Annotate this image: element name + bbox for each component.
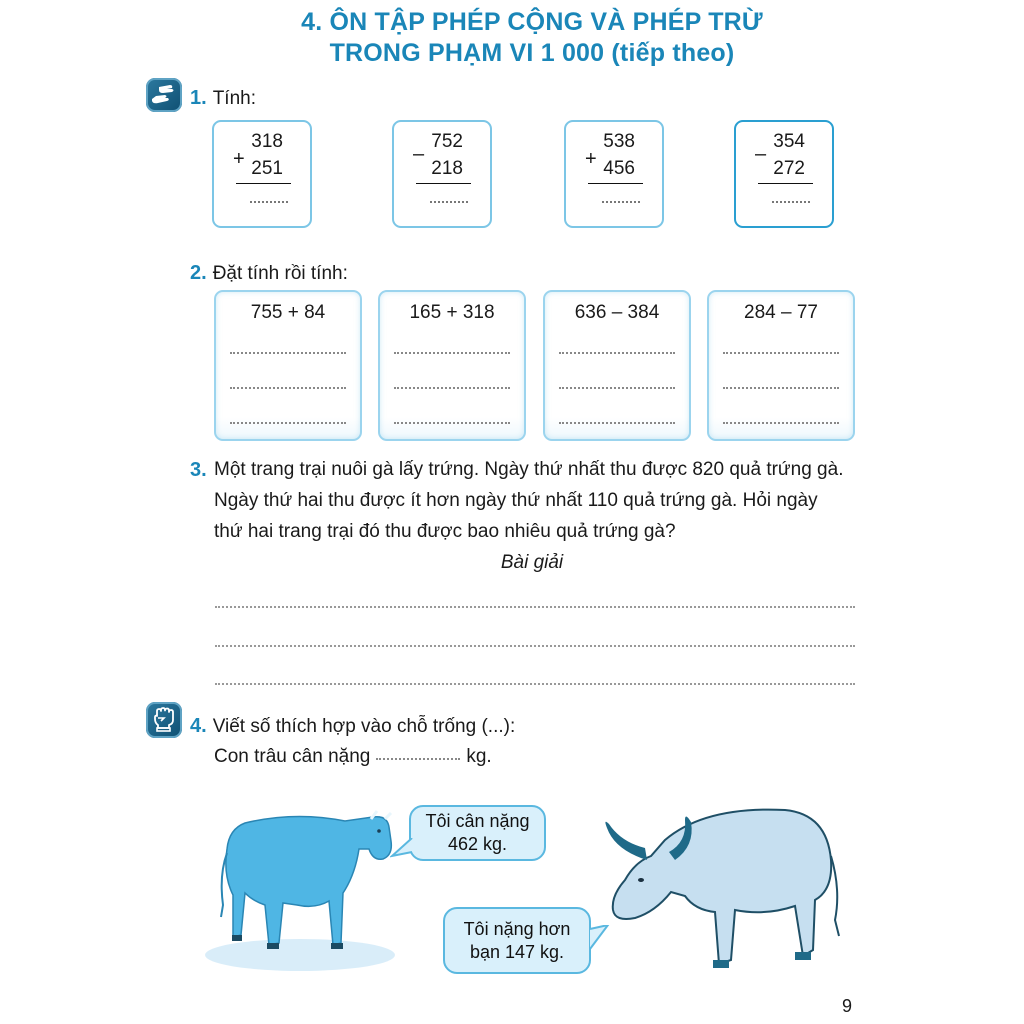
solution-line-2[interactable] — [215, 645, 855, 647]
exercise2-number: 2. — [190, 262, 207, 284]
hands-icon — [146, 78, 182, 112]
exercise3-line-3: thứ hai trang trại đó thu được bao nhiêu quả trứng gà? — [214, 521, 676, 542]
work-line[interactable] — [394, 352, 510, 354]
answer-blank[interactable] — [602, 201, 640, 203]
exercise1-heading — [190, 85, 256, 112]
exercise4-sentence — [214, 744, 492, 770]
buffalo-bubble-line2: bạn 147 kg. — [469, 941, 565, 962]
sum-line — [236, 183, 291, 184]
operand-top: 538 — [603, 131, 635, 152]
solution-label: Bài giải — [500, 552, 564, 573]
setup-box-1 — [214, 290, 362, 441]
exercise1-number: 1. — [190, 87, 207, 109]
sum-line — [758, 183, 813, 184]
work-line[interactable] — [230, 387, 346, 389]
solution-line-3[interactable] — [215, 683, 855, 685]
operator: – — [413, 143, 425, 165]
operand-bottom: 272 — [773, 158, 805, 179]
solution-line-1[interactable] — [215, 606, 855, 608]
sum-line — [588, 183, 643, 184]
exercise4-title: Viết số thích hợp vào chỗ trống (...): — [212, 716, 516, 737]
operand-bottom: 456 — [603, 158, 635, 179]
exercise2-heading — [190, 260, 348, 287]
buffalo-speech-bubble — [443, 907, 591, 974]
expression: 284 – 77 — [744, 302, 818, 323]
answer-blank[interactable] — [250, 201, 288, 203]
calc-box-4 — [734, 120, 834, 228]
expression: 165 + 318 — [409, 302, 495, 323]
work-line[interactable] — [723, 422, 839, 424]
exercise3-line-1: Một trang trại nuôi gà lấy trứng. Ngày thứ nhất thu được 820 quả trứng gà. — [214, 459, 844, 480]
work-line[interactable] — [559, 422, 675, 424]
work-line[interactable] — [723, 387, 839, 389]
setup-box-3 — [543, 290, 691, 441]
fist-icon — [146, 702, 182, 738]
exercise4-heading — [190, 713, 515, 740]
sentence-after: kg. — [466, 746, 492, 767]
operator: + — [233, 148, 245, 170]
page-title-line2: TRONG PHẠM VI 1 000 (tiếp theo) — [329, 39, 735, 67]
exercise4-number: 4. — [190, 715, 207, 737]
work-line[interactable] — [723, 352, 839, 354]
operator: + — [585, 148, 597, 170]
work-line[interactable] — [394, 387, 510, 389]
operand-bottom: 218 — [431, 158, 463, 179]
work-line[interactable] — [230, 352, 346, 354]
expression: 636 – 384 — [574, 302, 660, 323]
cow-bubble-line2: 462 kg. — [447, 834, 508, 854]
exercise3-line-2: Ngày thứ hai thu được ít hơn ngày thứ nhất 110 quả trứng gà. Hỏi ngày — [214, 490, 818, 511]
cow-bubble-line1: Tôi cân nặng — [425, 811, 530, 831]
setup-box-4 — [707, 290, 855, 441]
calc-box-2 — [392, 120, 492, 228]
exercise2-title: Đặt tính rồi tính: — [212, 263, 348, 284]
cow-bubble-tail — [390, 838, 414, 860]
operand-top: 318 — [251, 131, 283, 152]
exercise3-number: 3. — [190, 459, 207, 481]
page-number: 9 — [842, 996, 853, 1016]
operand-bottom: 251 — [251, 158, 283, 179]
answer-blank[interactable] — [772, 201, 810, 203]
weight-blank[interactable] — [376, 758, 460, 760]
exercise3-number-wrap — [190, 457, 213, 484]
buffalo-bubble-line1: Tôi nặng hơn — [463, 918, 571, 939]
sum-line — [416, 183, 471, 184]
work-line[interactable] — [559, 352, 675, 354]
setup-box-2 — [378, 290, 526, 441]
work-line[interactable] — [230, 422, 346, 424]
work-line[interactable] — [394, 422, 510, 424]
page-title-line1: 4. ÔN TẬP PHÉP CỘNG VÀ PHÉP TRỪ — [301, 8, 763, 36]
cow-speech-bubble — [409, 805, 546, 861]
buffalo-bubble-tail — [588, 925, 612, 953]
answer-blank[interactable] — [430, 201, 468, 203]
buffalo-illustration — [595, 800, 845, 980]
sentence-before: Con trâu cân nặng — [214, 746, 371, 767]
operator: – — [755, 143, 767, 165]
work-line[interactable] — [559, 387, 675, 389]
operand-top: 354 — [773, 131, 805, 152]
expression: 755 + 84 — [250, 302, 326, 323]
calc-box-3 — [564, 120, 664, 228]
exercise1-title: Tính: — [212, 88, 256, 109]
calc-box-1 — [212, 120, 312, 228]
operand-top: 752 — [431, 131, 463, 152]
cow-illustration — [205, 805, 415, 975]
